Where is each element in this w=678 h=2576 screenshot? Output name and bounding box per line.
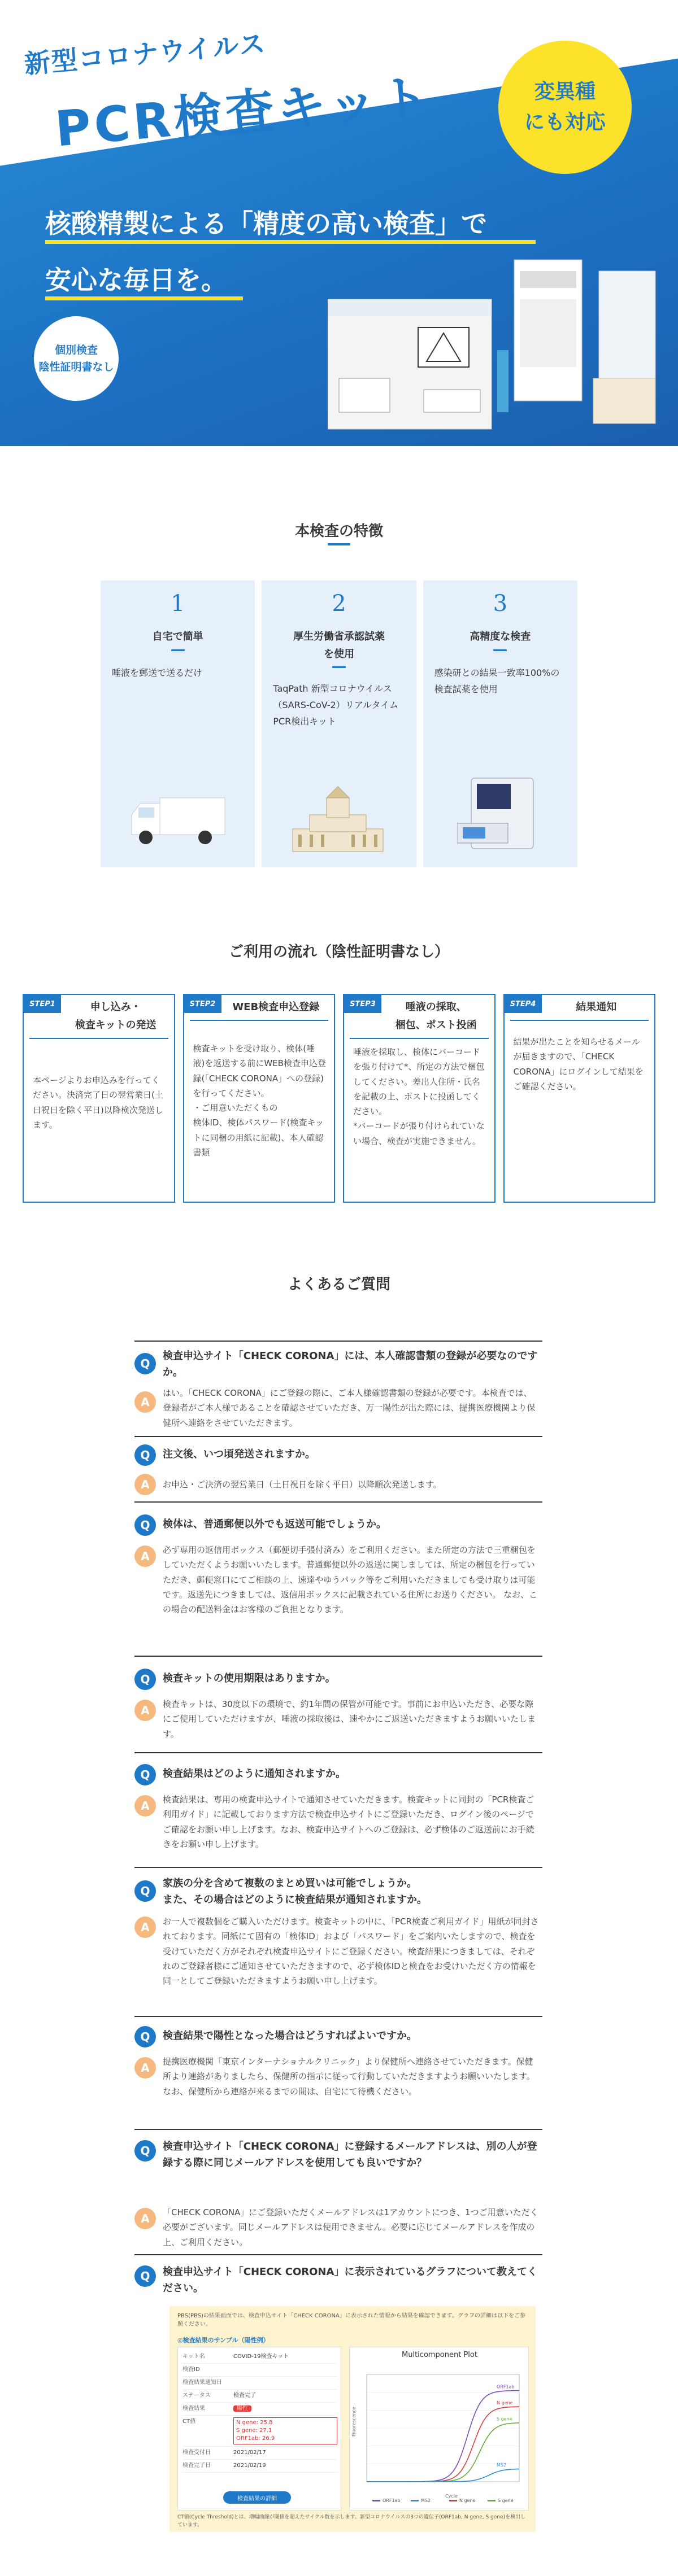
legend-swatch [372,2500,380,2501]
pcr-kit-illustration [328,248,661,435]
variant-badge [498,41,632,174]
faq-answer: 「CHECK CORONA」にご登録いただくメールアドレスは1アカウントにつき、1つご用意いただく必要がございます。同じメールアドレスは使用できません。必要に応じてメールアドレスを作成の上、ご利用ください。 [163,2207,538,2247]
feature-bar [171,649,185,651]
result-row-value [233,2365,337,2374]
ct-value: N gene: 25.8 [236,2420,273,2426]
no-certificate-badge [34,316,119,401]
answer-icon: A [134,1916,156,1938]
result-row-label: 検査受付日 [182,2450,211,2456]
feature-desc: TaqPath 新型コロナウイルス（SARS-CoV-2）リアルタイムPCR検出キット [273,683,399,727]
legend-label: MS2 [421,2498,431,2503]
feature-name: 高精度な検査 [470,631,531,643]
legend-swatch [488,2500,496,2501]
faq-title: よくあるご質問 [287,1276,390,1293]
faq-divider [134,1867,542,1868]
badge-line2: にも対応 [524,111,606,134]
plot-title: Multicomponent Plot [402,2351,477,2359]
legend-label: ORF1ab [383,2498,401,2503]
answer-icon: A [134,1545,156,1567]
question-icon: Q [134,1353,156,1374]
result-row [182,2351,337,2364]
faq-answer: 必ず専用の返信用ボックス（郵便切手張付済み）をご利用ください。また所定の方法で三重梱包をしていただくようお願いいたします。普通郵便以外の返送に関しましては、所定の梱包を行っていただき、郵便窓口にてご相談の上、速達やゆうパック等をご利用いただきましても受け取りは可能です。返送先につきましては、返信用ボックスに記載されている住所にお送りください。 なお、この場合の配送料金はお客様のご負担となります。 [163,1545,538,1614]
faq-question: 検査結果はどのように通知されますか。 [163,1768,346,1780]
result-row-label: キット名 [182,2354,205,2360]
faq-question: 検査キットの使用期限はありますか。 [163,1673,336,1684]
features-grid [101,580,577,867]
anon-line2: 陰性証明書なし [38,361,114,373]
faq-divider [134,1752,542,1753]
faq-divider [134,2254,542,2255]
step-tag: STEP4 [505,995,542,1013]
result-row-value: 2021/02/17 [233,2450,266,2456]
question-icon: Q [134,2140,156,2162]
faq-question-line2: また、その場合はどのように検査結果が通知されますか。 [163,1893,427,1906]
plot-curve-ms2 [367,2469,519,2482]
result-card [177,2347,341,2510]
result-rows [182,2351,337,2473]
faq-answer: はい。「CHECK CORONA」にご登録の際に、ご本人様確認書類の登録が必要です。本検査では、登録者がご本人様であることを確認させていただき、万一陽性が出た際には、提携医療機関より保健所へ連絡をさせていただきます。 [163,1388,536,1428]
answer-icon: A [134,1474,156,1495]
legend-label: S gene [498,2498,514,2503]
feature-name-line2: を使用 [323,648,354,660]
hero-subtitle: 新型コロナウイルス [23,28,268,80]
multicomponent-plot [350,2363,529,2511]
result-row-value: COVID-19検査キット [233,2354,289,2360]
question-icon: Q [134,1880,156,1902]
curve-label: MS2 [497,2463,507,2468]
step-card [23,994,175,1203]
step-name-line2: 梱包、ポスト投函 [395,1019,477,1031]
anon-line1: 個別検査 [54,343,98,356]
feature-number: 2 [332,591,346,617]
curve-label: N gene [497,2400,513,2405]
step-divider [510,1020,649,1021]
feature-name-line1: 厚生労働省承認試薬 [293,631,385,643]
step-name [61,998,171,1034]
lead-line2: 安心な毎日を。 [45,265,227,295]
step-name: 結果通知 [576,1001,617,1013]
faq-question: 検査申込サイト「CHECK CORONA」には、本人確認書類の登録が必要なのですか。 [163,1350,538,1378]
result-row [182,2390,337,2403]
lead-underline [45,296,243,300]
faq-question: 検査結果で陽性となった場合はどうすればよいですか。 [163,2030,417,2042]
ct-value: ORF1ab: 26.9 [236,2435,275,2442]
answer-icon: A [134,1391,156,1413]
result-row-label: 検査結果 [182,2405,205,2412]
lead-underline [45,240,536,244]
feature-card [423,580,577,867]
faq-divider [134,2129,542,2130]
legend-label: N gene [459,2498,476,2503]
faq-question: 注文後、いつ頃発送されますか。 [163,1448,315,1460]
delivery-truck-icon [126,789,228,852]
faq-question: 検査申込サイト「CHECK CORONA」に表示されているグラフについて教えてください。 [163,2266,538,2294]
feature-name: 自宅で簡単 [152,631,203,643]
question-icon: Q [134,2265,156,2287]
step-tag: STEP1 [24,995,61,1013]
faq-question: 検査申込サイト「CHECK CORONA」に登録するメールアドレスは、別の人が登録する際に同じメールアドレスを使用しても良いですか？ [163,2141,537,2169]
plot-xlabel: Cycle [445,2494,458,2499]
plot-legend [372,2498,514,2503]
step-card [183,994,336,1203]
step-name-line1: 申し込み・ [90,1001,141,1013]
flow-title: ご利用の流れ（陰性証明書なし） [228,944,449,960]
question-icon: Q [134,2026,156,2047]
faq-divider [134,1436,542,1437]
legend-swatch [449,2500,457,2501]
step-card [343,994,496,1203]
feature-desc: 唾液を郵送で送るだけ [112,667,203,678]
step-name [381,998,491,1034]
faq-divider [134,1341,542,1342]
faq-question: 検体は、普通郵便以外でも返送可能でしょうか。 [163,1518,386,1530]
result-row-label: CT値 [182,2418,196,2425]
step-tag: STEP3 [344,995,381,1013]
result-sample-panel [169,2306,536,2532]
plot-curves [367,2385,519,2482]
step-name-line2: 検査キットの発送 [75,1019,157,1031]
features-title-bar [328,543,350,545]
question-icon: Q [134,1514,156,1536]
curve-label: ORF1ab [497,2384,515,2390]
feature-number: 3 [493,591,508,617]
plot-card [349,2347,529,2510]
result-row-label: ステータス [182,2392,211,2399]
flow-steps [23,994,655,1203]
result-row-value: 2021/02/19 [233,2463,266,2469]
ct-value: S gene: 27.1 [236,2427,272,2434]
result-detail-button[interactable]: 検査結果の詳細 [223,2491,291,2504]
faq-answer: お一人で複数個をご購入いただけます。検査キットの中に、「PCR検査ご利用ガイド」用紙が同封されております。同紙にて固有の「検体ID」および「パスワード」をご案内いたしますので、検査を受けていただく方がそれぞれ検査申込サイトにご登録ください。検査結果につきましては、それぞれのご登録者様にご通知させていただきますので、必ず検体IDと検査をお受けいただく方の情報を同一としてご登録いただきますようお願い申し上げます。 [163,1916,539,1986]
plot-ylabel: Fluorescence [351,2407,357,2437]
step-divider [350,1038,489,1039]
feature-card [262,580,416,867]
graph-footnote: CT値(Cycle Threshold)とは、増幅曲線が閾値を超えたサイクル数を示します。新型コロナウイルスの3つの遺伝子(ORF1ab, N gene, S gene)を検出しています。 [177,2514,526,2528]
step-desc: 唾液を採取し、検体にバーコードを張り付けて*、所定の方法で梱包してください。差出人住所・氏名を記載の上、ポストに投函してください。 *バーコードが張り付けられていない場合、検査が実施できません。 [353,1047,485,1146]
feature-number: 1 [170,591,185,617]
step-divider [29,1038,168,1039]
result-row-label: 検査完了日 [182,2463,211,2469]
faq-answer: お申込・ご決済の翌営業日（土日祝日を除く平日）以降順次発送します。 [163,1479,442,1490]
faq-question [163,1876,541,1909]
answer-icon: A [134,2208,156,2229]
result-row-value [233,2417,337,2444]
answer-icon: A [134,1795,156,1817]
faq-divider [134,1501,542,1503]
question-icon: Q [134,1444,156,1466]
feature-name [262,628,416,663]
step-desc: 結果が出たことを知らせるメールが届きますので、「CHECK CORONA」にログインして結果をご確認ください。 [513,1037,644,1091]
faq-answer: 検査キットは、30度以下の環境で、約1年間の保管が可能です。事前にお申込いただき、必要な際にご使用していただけますが、唾液の採取後は、速やかにご返送いただきますようお願いいたします。 [163,1699,536,1739]
result-row [182,2460,337,2473]
hero-title: PCR検査キット [53,68,434,158]
plot-curve-s-gene [367,2423,519,2482]
answer-icon: A [134,1700,156,1721]
features-title: 本検査の特徴 [294,523,383,540]
diet-building-icon [287,784,389,854]
feature-desc: 感染研との結果一致率100%の検査試薬を使用 [434,667,560,695]
step-tag: STEP2 [184,995,221,1013]
feature-card [101,580,255,867]
badge-line1: 変異種 [534,80,596,103]
result-row [182,2377,337,2390]
step-name-line1: 唾液の採取、 [405,1001,467,1013]
faq-divider [134,2016,542,2017]
legend-swatch [411,2500,419,2501]
step-divider [190,1020,329,1021]
feature-bar [493,649,507,651]
faq-answer: 提携医療機関「東京インターナショナルクリニック」より保健所へ連絡させていただきます。保健所より連絡がありましたら、保健所の指示に従って行動していただきますようお願いいたします。なお、保健所から連絡が来るまでの間は、自宅にて待機ください。 [163,2057,535,2097]
step-desc: 検査キットを受け取り、検体(唾液)を返送する前にWEB検査申込登録(「CHECK CORONA」への登録)を行ってください。 ・ご用意いただくもの 検体ID、検体パスワード(検査キットに同梱の用紙に記載)、本人確認書類 [193,1044,326,1158]
sample-label: ◎検査結果のサンプル（陽性例） [177,2337,270,2344]
positive-badge: 陽性 [233,2405,251,2412]
lead-line1: 核酸精製による「精度の高い検査」で [45,208,487,239]
faq-question-line1: 家族の分を含めて複数のまとめ買いは可能でしょうか。 [163,1878,417,1889]
faq-divider [134,1656,542,1657]
result-row [182,2364,337,2377]
result-row-label: 検査結果通知日 [182,2379,222,2386]
result-row-label: 検査ID [182,2367,200,2373]
faq-answer: 検査結果は、専用の検査申込サイトで通知させていただきます。検査キットに同封の「PCR検査ご利用ガイド」に記載しております方法で検査申込サイトにご登録いただき、ログイン後のページでご確認をお願い申し上げます。なお、検査申込サイトへのご登録は、必ず検体のご返送前にお手続きをお願い申し上げます。 [163,1795,534,1849]
question-icon: Q [134,1764,156,1785]
result-row-value: 検査完了 [233,2392,256,2399]
question-icon: Q [134,1669,156,1690]
result-row [182,2416,337,2447]
feature-bar [332,666,346,668]
result-row-value [233,2404,337,2413]
step-card [503,994,656,1203]
pcr-machine-icon [457,775,547,854]
graph-intro: PBS(PBS)の結果画面では、検査申込サイト「CHECK CORONA」に表示された情報から結果を確認できます。グラフの詳細は以下をご参照ください。 [177,2313,525,2328]
step-desc: 本ページよりお申込みを行ってください。決済完了日の翌営業日(土日祝日を除く平日)以降検次発送します。 [33,1075,163,1130]
answer-icon: A [134,2057,156,2079]
result-row [182,2403,337,2416]
step-name: WEB検査申込登録 [232,1001,320,1013]
curve-label: S gene [497,2416,512,2422]
hero-banner [0,0,678,446]
result-row-value [233,2378,337,2387]
result-row [182,2447,337,2460]
